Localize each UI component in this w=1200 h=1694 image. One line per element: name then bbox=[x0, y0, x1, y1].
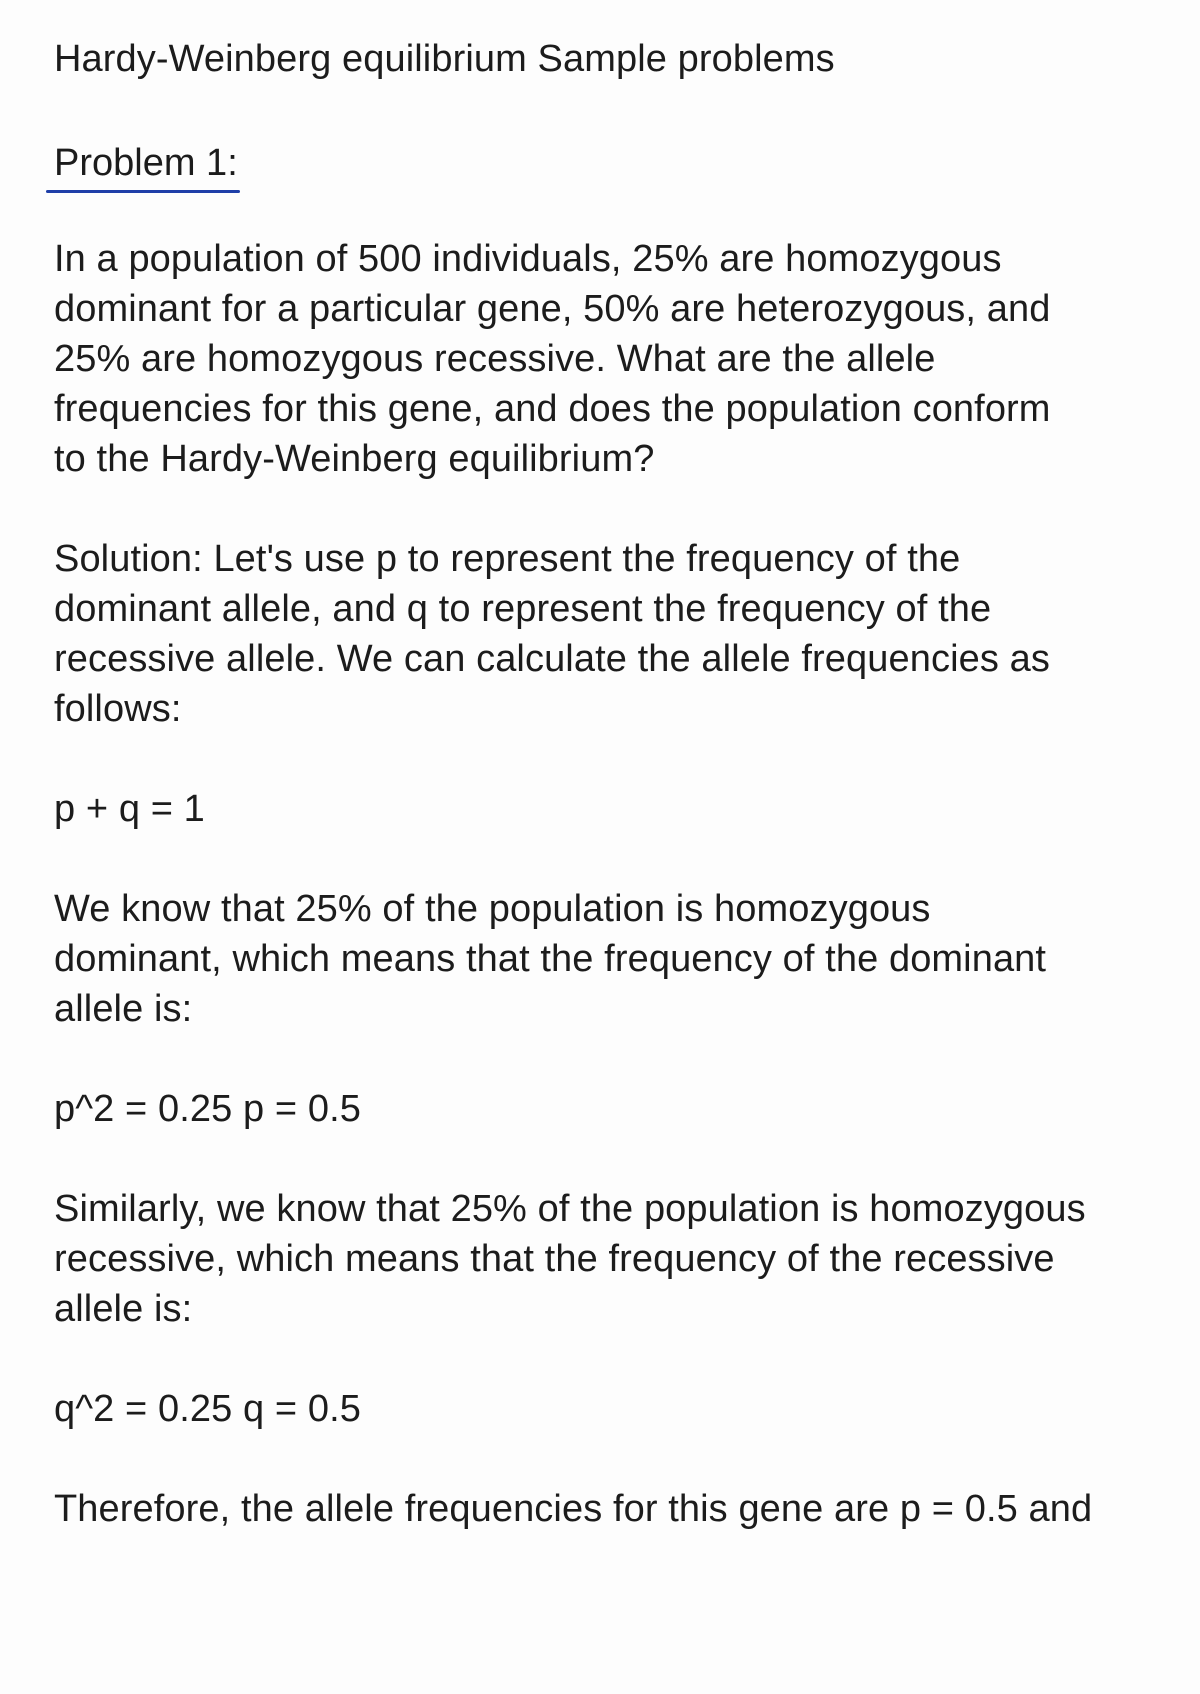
problem-heading-underline bbox=[46, 190, 240, 193]
recessive-line: allele is: bbox=[54, 1288, 193, 1330]
conclusion-line: Therefore, the allele frequencies for this gene are p = 0.5 and bbox=[54, 1488, 1093, 1530]
equation-sum: p + q = 1 bbox=[54, 788, 205, 830]
dominant-line: allele is: bbox=[54, 988, 193, 1030]
problem-line: In a population of 500 individuals, 25% are homozygous bbox=[54, 238, 1002, 280]
dominant-line: dominant, which means that the frequency of the dominant bbox=[54, 938, 1047, 980]
problem-line: 25% are homozygous recessive. What are the allele bbox=[54, 338, 936, 380]
equation-recessive: q^2 = 0.25 q = 0.5 bbox=[54, 1388, 361, 1430]
solution-line: dominant allele, and q to represent the frequency of the bbox=[54, 588, 992, 630]
problem-line: dominant for a particular gene, 50% are heterozygous, and bbox=[54, 288, 1051, 330]
solution-line: follows: bbox=[54, 688, 182, 730]
solution-line: Solution: Let's use p to represent the frequency of the bbox=[54, 538, 961, 580]
recessive-line: Similarly, we know that 25% of the population is homozygous bbox=[54, 1188, 1086, 1230]
solution-line: recessive allele. We can calculate the allele frequencies as bbox=[54, 638, 1050, 680]
dominant-line: We know that 25% of the population is homozygous bbox=[54, 888, 931, 930]
problem-line: to the Hardy-Weinberg equilibrium? bbox=[54, 438, 655, 480]
equation-dominant: p^2 = 0.25 p = 0.5 bbox=[54, 1088, 361, 1130]
problem-line: frequencies for this gene, and does the population conform bbox=[54, 388, 1051, 430]
recessive-line: recessive, which means that the frequency of the recessive bbox=[54, 1238, 1055, 1280]
problem-heading: Problem 1: bbox=[54, 142, 238, 184]
document-title: Hardy-Weinberg equilibrium Sample problems bbox=[54, 38, 835, 80]
